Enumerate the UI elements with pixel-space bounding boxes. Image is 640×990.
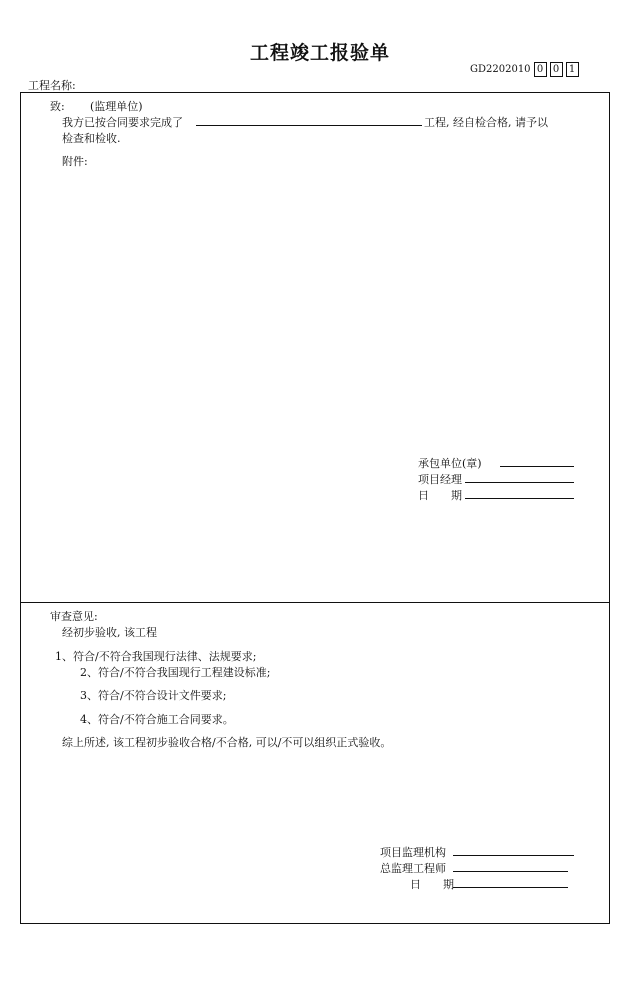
review-item: 4、符合/不符合施工合同要求。 [80, 713, 234, 726]
chief-line[interactable] [453, 860, 568, 872]
review-date-line[interactable] [453, 876, 568, 888]
review-item: 2、符合/不符合我国现行工程建设标准; [80, 666, 271, 679]
review-label: 审查意见: [50, 610, 98, 623]
contractor-label: 承包单位(章) [418, 457, 482, 470]
review-item: 3、符合/不符合设计文件要求; [80, 689, 227, 702]
manager-line[interactable] [465, 471, 574, 483]
chief-label: 总监理工程师 [380, 862, 446, 875]
to-recipient: (监理单位) [90, 100, 143, 113]
form-title: 工程竣工报验单 [249, 42, 390, 64]
org-label: 项目监理机构 [380, 846, 446, 859]
attachment-label: 附件: [62, 155, 88, 168]
form-frame [20, 92, 610, 924]
manager-label: 项目经理 [418, 473, 462, 486]
form-code-box[interactable]: 0 [550, 62, 563, 77]
review-intro: 经初步验收, 该工程 [62, 626, 157, 639]
form-code [470, 62, 579, 77]
form-code-box[interactable]: 1 [566, 62, 579, 77]
statement-part2: 工程, 经自检合格, 请予以 [424, 116, 548, 129]
form-code-prefix: GD2202010 [470, 64, 531, 75]
review-date-label: 日 期 [410, 878, 454, 891]
date-label: 日 期 [418, 489, 462, 502]
date-line[interactable] [465, 487, 574, 499]
review-conclusion: 综上所述, 该工程初步验收合格/不合格, 可以/不可以组织正式验收。 [62, 736, 392, 749]
org-line[interactable] [453, 844, 574, 856]
statement-part1: 我方已按合同要求完成了 [62, 116, 183, 129]
to-label: 致: [50, 100, 65, 113]
statement-line2: 检查和检收. [62, 132, 121, 145]
project-name-label: 工程名称: [28, 79, 76, 92]
project-work-line[interactable] [196, 114, 422, 126]
form-code-box[interactable]: 0 [534, 62, 547, 77]
section-divider [20, 602, 610, 603]
contractor-line[interactable] [500, 455, 574, 467]
review-item: 1、符合/不符合我国现行法律、法规要求; [55, 650, 257, 663]
